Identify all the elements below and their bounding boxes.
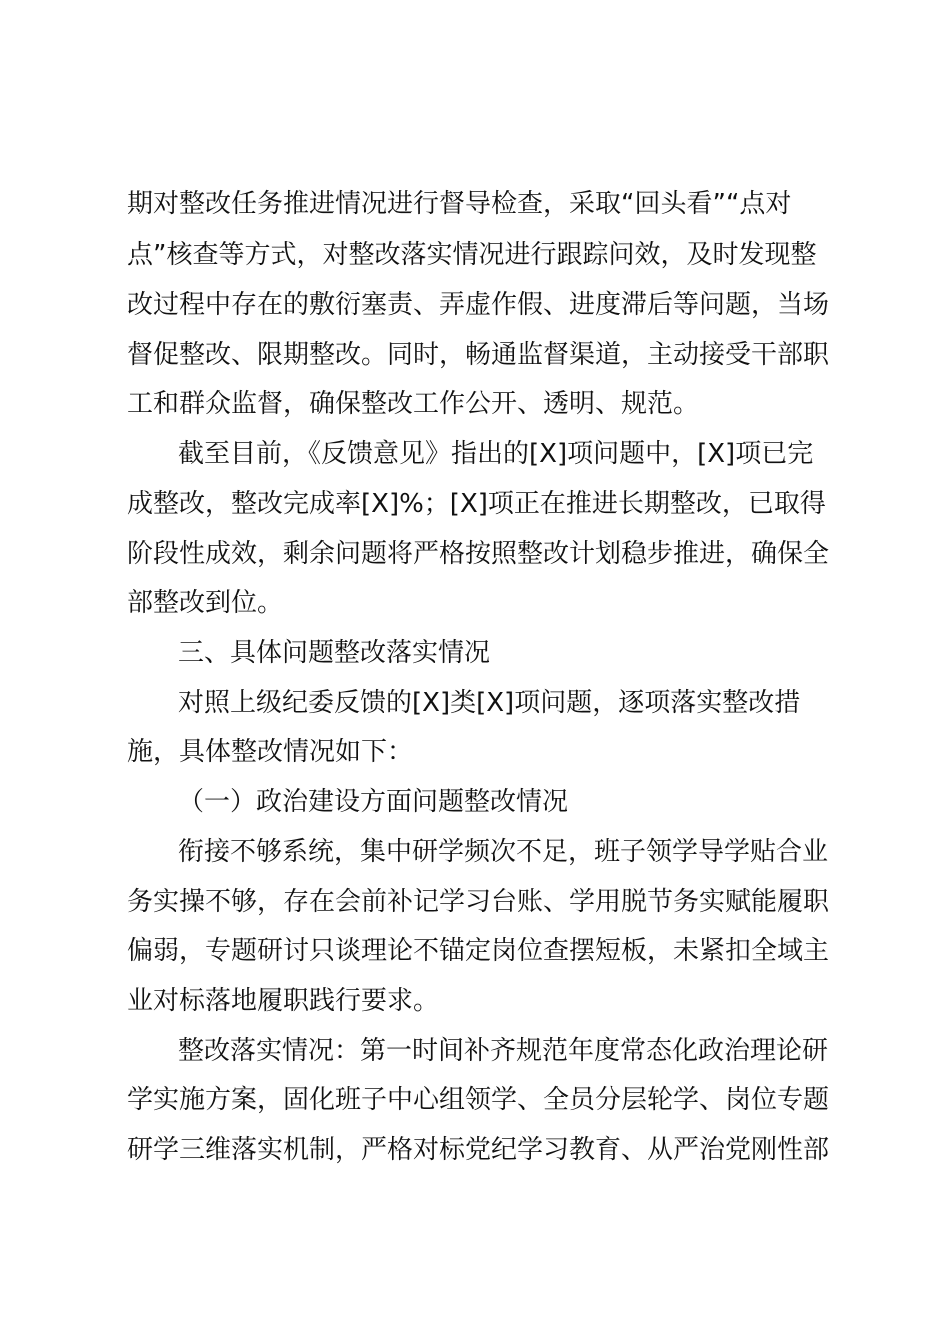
paragraph-first-line: 截至目前，《反馈意见》指出的[X]项问题中，[X]项已完 bbox=[178, 439, 814, 469]
body-text-line: 点”核查等方式，对整改落实情况进行跟踪问效，及时发现整 bbox=[127, 240, 817, 270]
paragraph-first-line: 对照上级纪委反馈的[X]类[X]项问题，逐项落实整改措 bbox=[178, 688, 801, 718]
body-text-line: 工和群众监督，确保整改工作公开、透明、规范。 bbox=[127, 389, 700, 419]
body-text-line: 改过程中存在的敷衍塞责、弄虚作假、进度滞后等问题，当场 bbox=[127, 290, 830, 320]
body-text-line: 业对标落地履职践行要求。 bbox=[127, 986, 440, 1016]
body-text-line: 部整改到位。 bbox=[127, 588, 284, 618]
section-heading: 三、具体问题整改落实情况 bbox=[178, 638, 491, 668]
subsection-heading: （一）政治建设方面问题整改情况 bbox=[178, 787, 569, 817]
body-text-line: 学实施方案，固化班子中心组领学、全员分层轮学、岗位专题 bbox=[127, 1085, 830, 1115]
paragraph-first-line: 衔接不够系统，集中研学频次不足，班子领学导学贴合业 bbox=[178, 837, 829, 867]
body-text-line: 偏弱，专题研讨只谈理论不锚定岗位查摆短板，未紧扣全域主 bbox=[127, 936, 830, 966]
body-text-line: 阶段性成效，剩余问题将严格按照整改计划稳步推进，确保全 bbox=[127, 539, 830, 569]
paragraph-first-line: 整改落实情况：第一时间补齐规范年度常态化政治理论研 bbox=[178, 1036, 829, 1066]
body-text-line: 期对整改任务推进情况进行督导检查，采取“回头看”“点对 bbox=[127, 189, 792, 219]
body-text-line: 务实操不够，存在会前补记学习台账、学用脱节务实赋能履职 bbox=[127, 887, 830, 917]
body-text-line: 研学三维落实机制，严格对标党纪学习教育、从严治党刚性部 bbox=[127, 1135, 830, 1165]
body-text-line: 成整改，整改完成率[X]%；[X]项正在推进长期整改，已取得 bbox=[127, 489, 826, 519]
body-text-line: 督促整改、限期整改。同时，畅通监督渠道，主动接受干部职 bbox=[127, 340, 830, 370]
body-text-line: 施，具体整改情况如下： bbox=[127, 737, 414, 767]
